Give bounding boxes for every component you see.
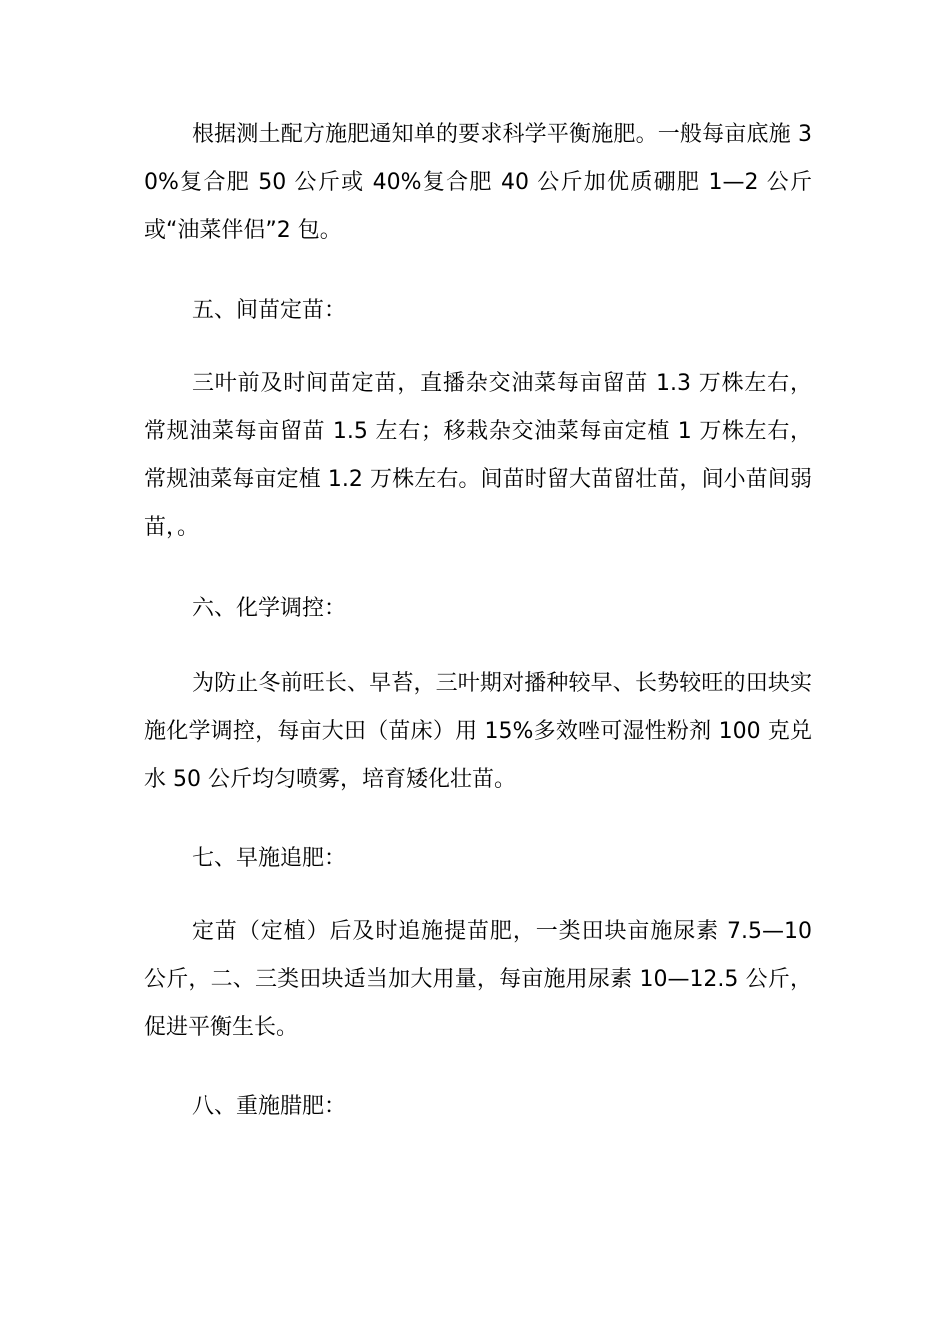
heading-chemical-control: 六、化学调控：	[192, 596, 347, 621]
paragraph-chemical-control: 为防止冬前旺长、早苔，三叶期对播种较早、长势较旺的田块实施化学调控，每亩大田（苗床）用 15%多效唑可湿性粉剂 100 克兑水 50 公斤均匀喷雾，培育矮化壮苗。	[144, 671, 812, 792]
heading-thinning: 五、间苗定苗：	[192, 298, 347, 323]
heading-early-topdressing: 七、早施追肥：	[192, 846, 347, 871]
paragraph-base-fertilizer: 根据测土配方施肥通知单的要求科学平衡施肥。一般每亩底施 30%复合肥 50 公斤或 40%复合肥 40 公斤加优质硼肥 1—2 公斤或“油菜伴侣”2 包。	[144, 122, 812, 243]
paragraph-thinning: 三叶前及时间苗定苗，直播杂交油菜每亩留苗 1.3 万株左右，常规油菜每亩留苗 1.5 左右；移栽杂交油菜每亩定植 1 万株左右，常规油菜每亩定植 1.2 万株左右。间苗时留大苗留壮苗，间小苗间弱苗，。	[144, 371, 812, 540]
paragraph-early-topdressing: 定苗（定植）后及时追施提苗肥，一类田块亩施尿素 7.5—10 公斤，二、三类田块适当加大用量，每亩施用尿素 10—12.5 公斤，促进平衡生长。	[144, 919, 812, 1040]
heading-winter-fertilizer: 八、重施腊肥：	[192, 1094, 347, 1119]
